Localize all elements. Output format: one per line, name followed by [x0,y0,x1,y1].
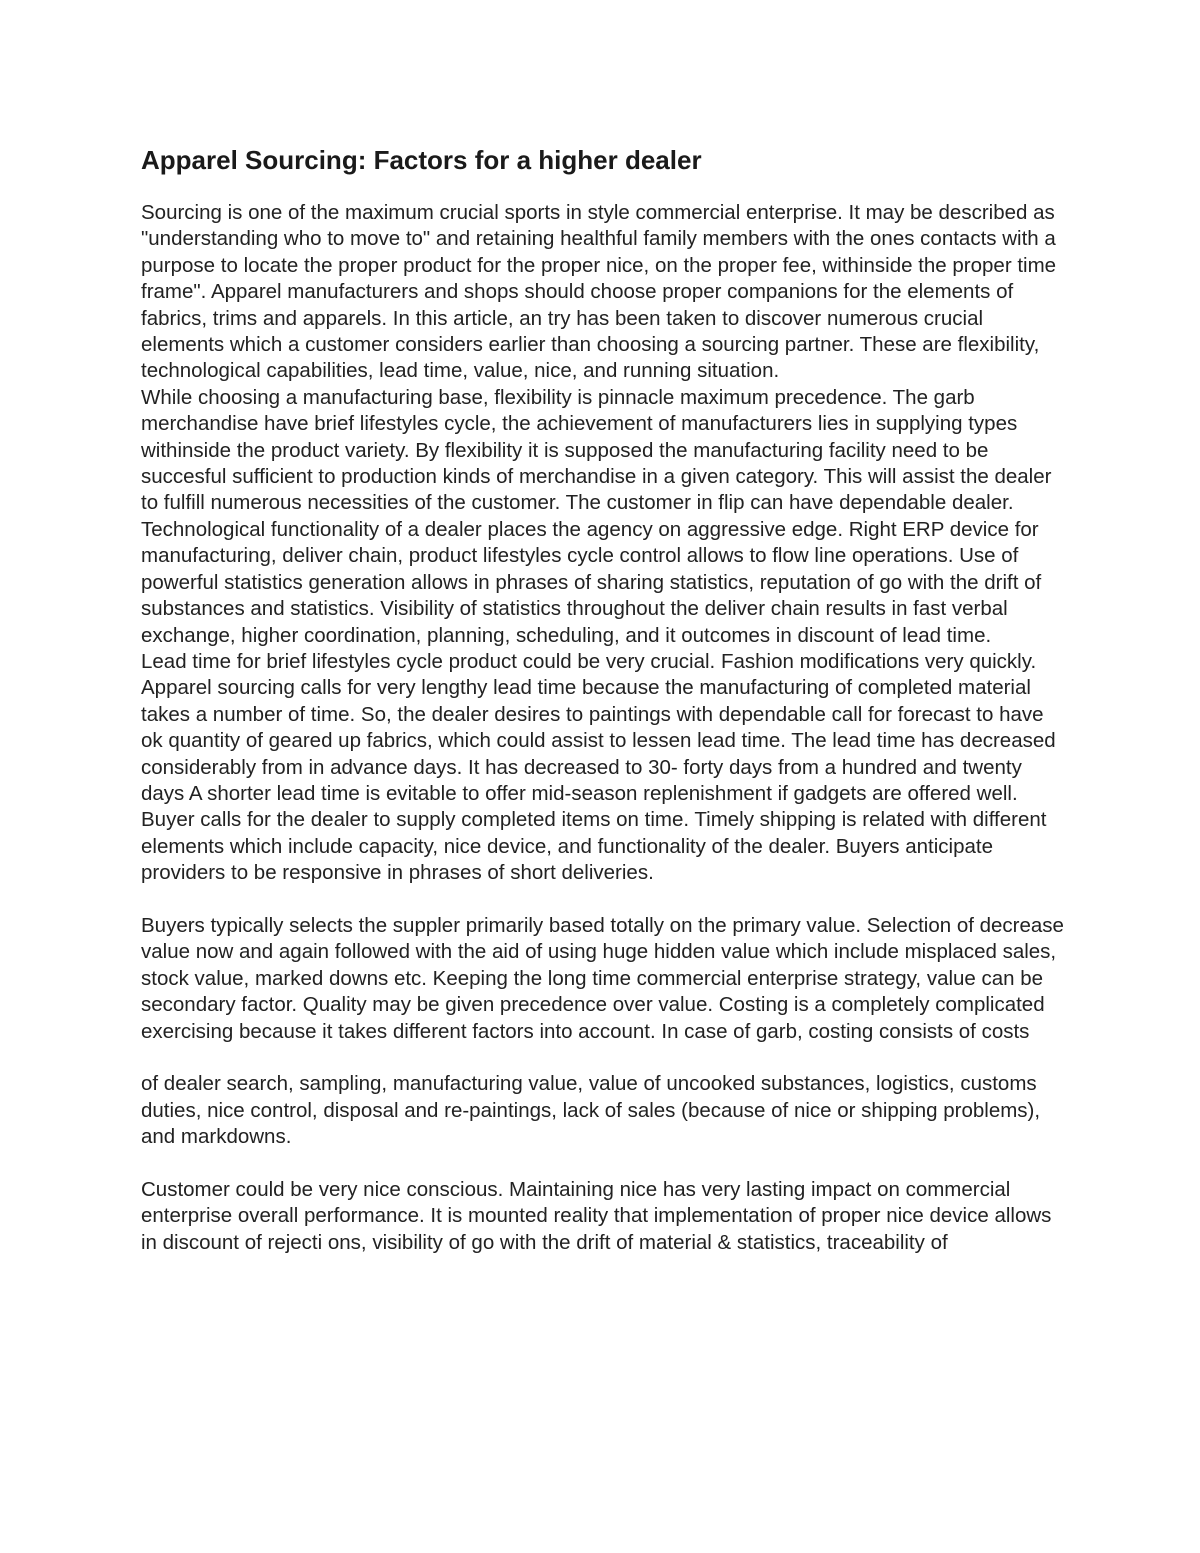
document-title: Apparel Sourcing: Factors for a higher dealer [141,145,702,175]
paragraph-sourcing-intro: Sourcing is one of the maximum crucial sports in style commercial enterprise. It may be described as "understanding who to move to" and retaining healthful family members with the ones contacts with a purpose to locate the proper product for the proper nice, on the proper fee, withinside the proper time frame". Apparel manufacturers and shops should choose proper companions for the elements of fabrics, trims and apparels. In this article, an try has been taken to discover numerous crucial elements which a customer considers earlier than choosing a sourcing partner. These are flexibility, technological capabilities, lead time, value, nice, and running situation. [141,201,1057,383]
paragraph-technology: Technological functionality of a dealer places the agency on aggressive edge. Right ERP device for manufacturing, deliver chain, product lifestyles cycle control allows to flow line operations. Use of powerful statistics generation allows in phrases of sharing statistics, reputation of go with the drift of substances and statistics. Visibility of statistics throughout the deliver chain results in fast verbal exchange, higher coordination, planning, scheduling, and it outcomes in discount of lead time. [141,517,1042,647]
paragraph-costs-list: of dealer search, sampling, manufacturing value, value of uncooked substances, logistics, customs duties, nice control, disposal and re-paintings, lack of sales (because of nice or shipping problems), and markdowns. [141,1072,1041,1149]
paragraph-flexibility: While choosing a manufacturing base, flexibility is pinnacle maximum precedence. The garb merchandise have brief lifestyles cycle, the achievement of manufacturers lies in supplying types withinside the product variety. By flexibility it is supposed the manufacturing facility need to be succesful sufficient to production kinds of merchandise in a given category. This will assist the dealer to fulfill numerous necessities of the customer. The customer in flip can have dependable dealer. [141,385,1052,515]
paragraph-quality: Customer could be very nice conscious. Maintaining nice has very lasting impact on commercial enterprise overall performance. It is mounted reality that implementation of proper nice device allows in discount of rejecti ons, visibility of go with the drift of material & statistics, traceability of [141,1177,1052,1254]
paragraph-spacer [141,1045,1066,1071]
paragraph-lead-time: Lead time for brief lifestyles cycle product could be very crucial. Fashion modifications very quickly. Apparel sourcing calls for very lengthy lead time because the manufacturing of completed material takes a number of time. So, the dealer desires to paintings with dependable call for forecast to have ok quantity of geared up fabrics, which could assist to lessen lead time. The lead time has decreased considerably from in advance days. It has decreased to 30- forty days from a hundred and twenty days A shorter lead time is evitable to offer mid-season replenishment if gadgets are offered well. Buyer calls for the dealer to supply completed items on time. Timely shipping is related with different elements which include capacity, nice device, and functionality of the dealer. Buyers anticipate providers to be responsive in phrases of short deliveries. [141,649,1056,885]
paragraph-spacer [141,887,1066,913]
paragraph-spacer [141,1151,1066,1177]
document-page [141,140,1066,1256]
paragraph-value: Buyers typically selects the suppler primarily based totally on the primary value. Selection of decrease value now and again followed with the aid of using huge hidden value which include misplaced sales, stock value, marked downs etc. Keeping the long time commercial enterprise strategy, value can be secondary factor. Quality may be given precedence over value. Costing is a completely complicated exercising because it takes different factors into account. In case of garb, costing consists of costs [141,913,1064,1043]
